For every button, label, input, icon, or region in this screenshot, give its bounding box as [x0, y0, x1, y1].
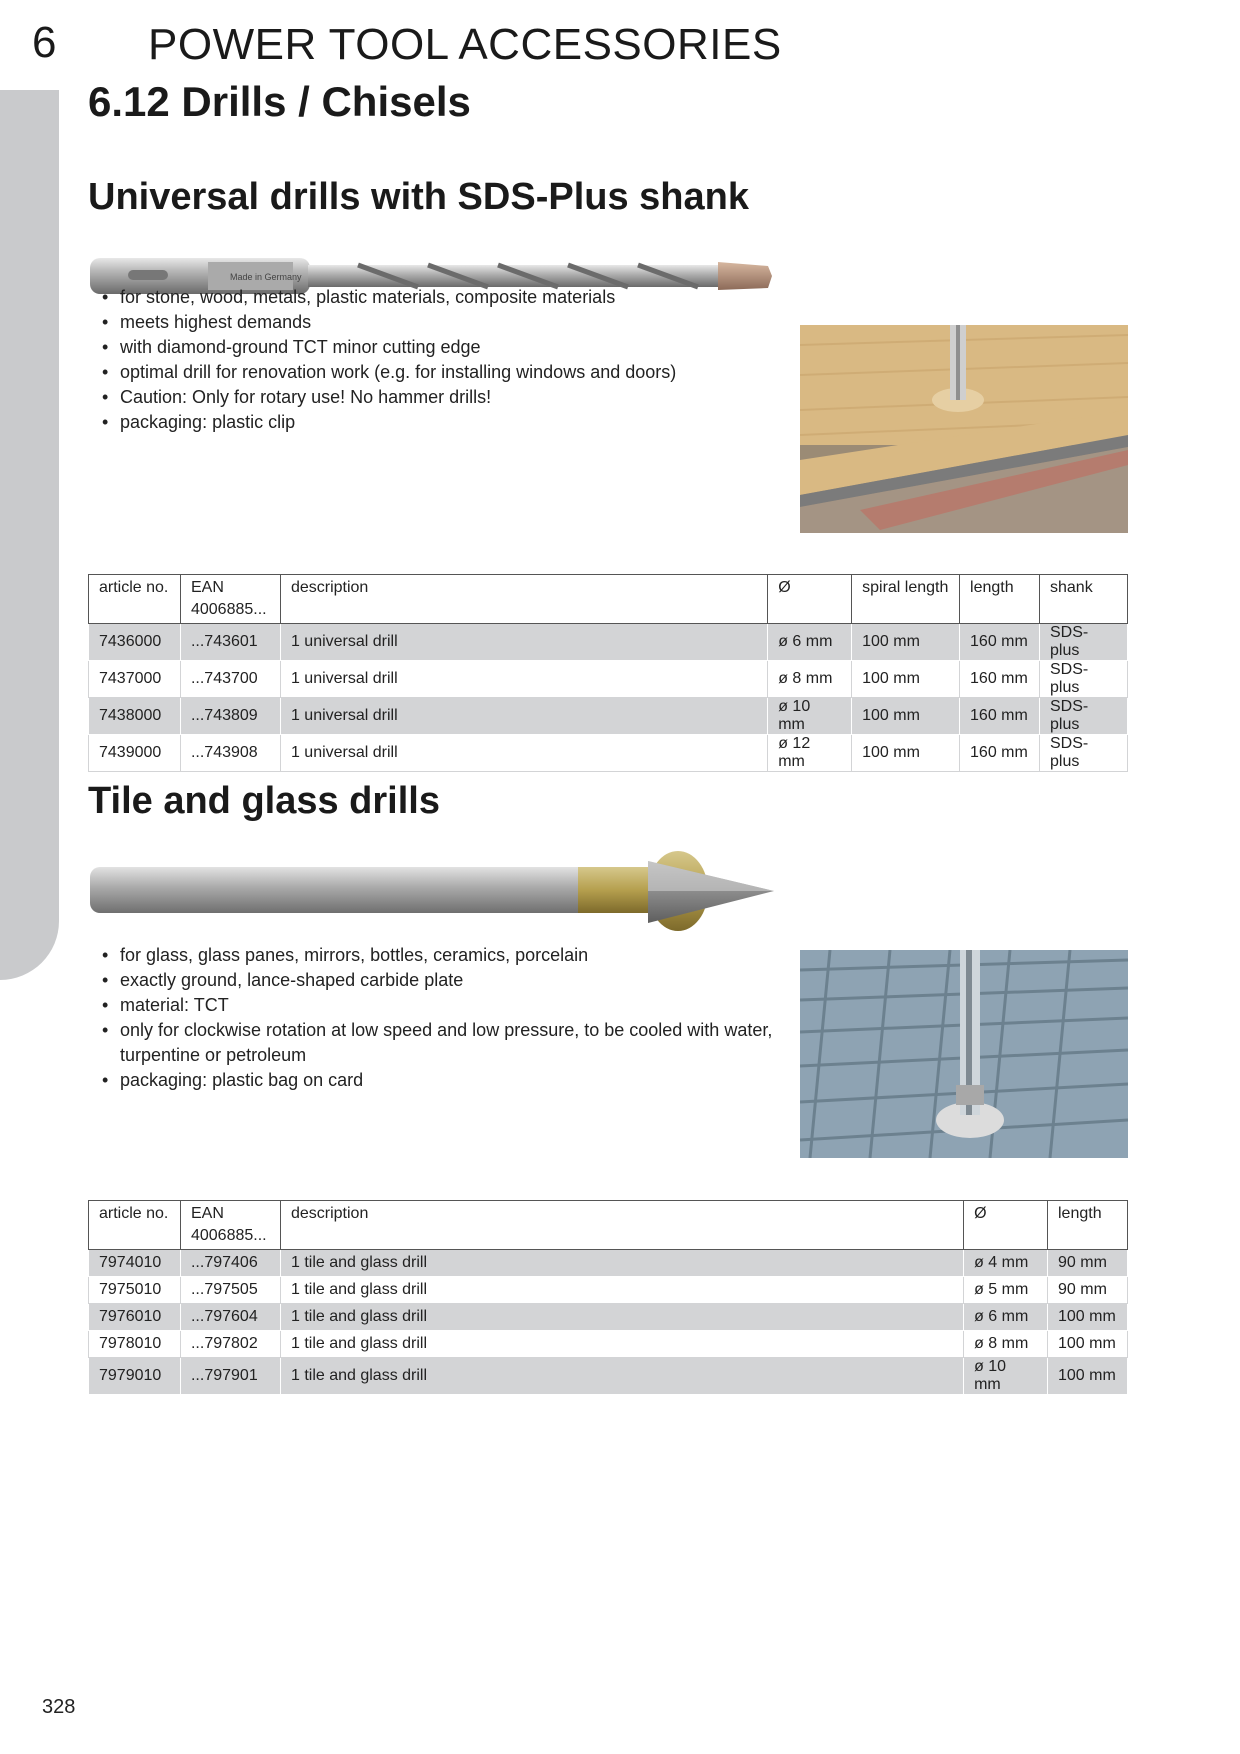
feature-item: • meets highest demands [100, 310, 676, 335]
feature-item: • exactly ground, lance-shaped carbide plate [100, 968, 780, 993]
table-row [89, 624, 1128, 661]
cell-ean: ...743809 [180, 698, 280, 735]
header-label: Ø [778, 579, 791, 596]
feature-item: • packaging: plastic clip [100, 410, 676, 435]
cell-description: 1 tile and glass drill [280, 1304, 963, 1331]
feature-item: • with diamond-ground TCT minor cutting edge [100, 335, 676, 360]
page-number: 328 [42, 1696, 76, 1718]
cell-diameter: ø 8 mm [768, 661, 852, 698]
cell-diameter: ø 4 mm [964, 1250, 1048, 1277]
cell-length: 100 mm [1048, 1331, 1128, 1358]
header-label: length [1058, 1205, 1102, 1222]
cell-description: 1 universal drill [280, 624, 767, 661]
cell-length: 160 mm [960, 735, 1040, 772]
cell-description: 1 universal drill [280, 735, 767, 772]
wood-drilling-photo [800, 325, 1128, 533]
product2-title: Tile and glass drills [88, 780, 440, 822]
cell-ean: ...797604 [180, 1304, 280, 1331]
table-row [89, 1358, 1128, 1395]
header-label: length [970, 579, 1014, 596]
cell-spiral-length: 100 mm [852, 624, 960, 661]
cell-description: 1 universal drill [280, 698, 767, 735]
cell-ean: ...797901 [180, 1358, 280, 1395]
product1-spec-table [88, 574, 1128, 772]
cell-article-no: 7436000 [89, 624, 181, 661]
cell-ean: ...797406 [180, 1250, 280, 1277]
header-label: article no. [99, 579, 169, 596]
tile-glass-drill-image [88, 851, 774, 938]
cell-article-no: 7976010 [89, 1304, 181, 1331]
cell-shank: SDS-plus [1040, 698, 1128, 735]
cell-description: 1 tile and glass drill [280, 1331, 963, 1358]
cell-article-no: 7974010 [89, 1250, 181, 1277]
header-label: 4006885... [190, 1227, 267, 1244]
cell-article-no: 7978010 [89, 1331, 181, 1358]
col-header-article-no [89, 1201, 181, 1250]
cell-shank: SDS-plus [1040, 624, 1128, 661]
header-label: description [290, 579, 369, 596]
header-label: 4006885... [190, 601, 267, 618]
cell-spiral-length: 100 mm [852, 735, 960, 772]
header-label: EAN [190, 579, 224, 596]
cell-diameter: ø 12 mm [768, 735, 852, 772]
table-row [89, 1304, 1128, 1331]
header-label: shank [1050, 579, 1093, 596]
header-label: Ø [974, 1205, 987, 1222]
col-header-shank [1040, 575, 1128, 624]
col-header-ean [180, 1201, 280, 1250]
cell-diameter: ø 6 mm [964, 1304, 1048, 1331]
product1-title: Universal drills with SDS-Plus shank [88, 176, 749, 218]
chapter-side-tab [0, 90, 59, 980]
product1-feature-list [100, 285, 676, 435]
cell-length: 160 mm [960, 698, 1040, 735]
table-header-row [89, 575, 1128, 624]
cell-spiral-length: 100 mm [852, 698, 960, 735]
cell-description: 1 tile and glass drill [280, 1358, 963, 1395]
table-row [89, 698, 1128, 735]
header-label: spiral length [862, 579, 949, 596]
chapter-title: POWER TOOL ACCESSORIES [148, 20, 782, 69]
cell-length: 160 mm [960, 661, 1040, 698]
col-header-ean [180, 575, 280, 624]
cell-ean: ...743601 [180, 624, 280, 661]
feature-item: • packaging: plastic bag on card [100, 1068, 780, 1093]
cell-ean: ...743700 [180, 661, 280, 698]
cell-article-no: 7439000 [89, 735, 181, 772]
cell-length: 100 mm [1048, 1304, 1128, 1331]
cell-diameter: ø 10 mm [964, 1358, 1048, 1395]
svg-text:Made in Germany: Made in Germany [230, 272, 302, 282]
feature-item: • only for clockwise rotation at low speed and low pressure, to be cooled with water, turpentine or petroleum [100, 1018, 780, 1068]
col-header-length [960, 575, 1040, 624]
cell-diameter: ø 10 mm [768, 698, 852, 735]
col-header-diameter [964, 1201, 1048, 1250]
col-header-article-no [89, 575, 181, 624]
cell-ean: ...743908 [180, 735, 280, 772]
cell-shank: SDS-plus [1040, 661, 1128, 698]
feature-item: • for glass, glass panes, mirrors, bottles, ceramics, porcelain [100, 943, 780, 968]
cell-article-no: 7437000 [89, 661, 181, 698]
header-label: article no. [99, 1205, 169, 1222]
feature-item: • Caution: Only for rotary use! No hammer drills! [100, 385, 676, 410]
cell-ean: ...797505 [180, 1277, 280, 1304]
cell-diameter: ø 8 mm [964, 1331, 1048, 1358]
table-row [89, 735, 1128, 772]
table-header-row [89, 1201, 1128, 1250]
cell-article-no: 7975010 [89, 1277, 181, 1304]
table-row [89, 1250, 1128, 1277]
cell-diameter: ø 6 mm [768, 624, 852, 661]
table-row [89, 1331, 1128, 1358]
product2-feature-list [100, 943, 780, 1093]
cell-ean: ...797802 [180, 1331, 280, 1358]
table-row [89, 1277, 1128, 1304]
table-row [89, 661, 1128, 698]
col-header-description [280, 575, 767, 624]
chapter-number: 6 [32, 18, 57, 67]
feature-item: • optimal drill for renovation work (e.g. for installing windows and doors) [100, 360, 676, 385]
cell-description: 1 universal drill [280, 661, 767, 698]
header-label: description [290, 1205, 369, 1222]
col-header-length [1048, 1201, 1128, 1250]
cell-length: 160 mm [960, 624, 1040, 661]
feature-item: • for stone, wood, metals, plastic materials, composite materials [100, 285, 676, 310]
cell-description: 1 tile and glass drill [280, 1250, 963, 1277]
header-label: EAN [190, 1205, 224, 1222]
feature-item: • material: TCT [100, 993, 780, 1018]
section-title: 6.12 Drills / Chisels [88, 78, 471, 125]
cell-length: 90 mm [1048, 1250, 1128, 1277]
cell-spiral-length: 100 mm [852, 661, 960, 698]
product2-spec-table [88, 1200, 1128, 1395]
cell-article-no: 7979010 [89, 1358, 181, 1395]
col-header-diameter [768, 575, 852, 624]
cell-article-no: 7438000 [89, 698, 181, 735]
col-header-spiral-length [852, 575, 960, 624]
cell-diameter: ø 5 mm [964, 1277, 1048, 1304]
tile-drilling-photo [800, 950, 1128, 1158]
cell-length: 100 mm [1048, 1358, 1128, 1395]
cell-description: 1 tile and glass drill [280, 1277, 963, 1304]
col-header-description [280, 1201, 963, 1250]
cell-length: 90 mm [1048, 1277, 1128, 1304]
cell-shank: SDS-plus [1040, 735, 1128, 772]
